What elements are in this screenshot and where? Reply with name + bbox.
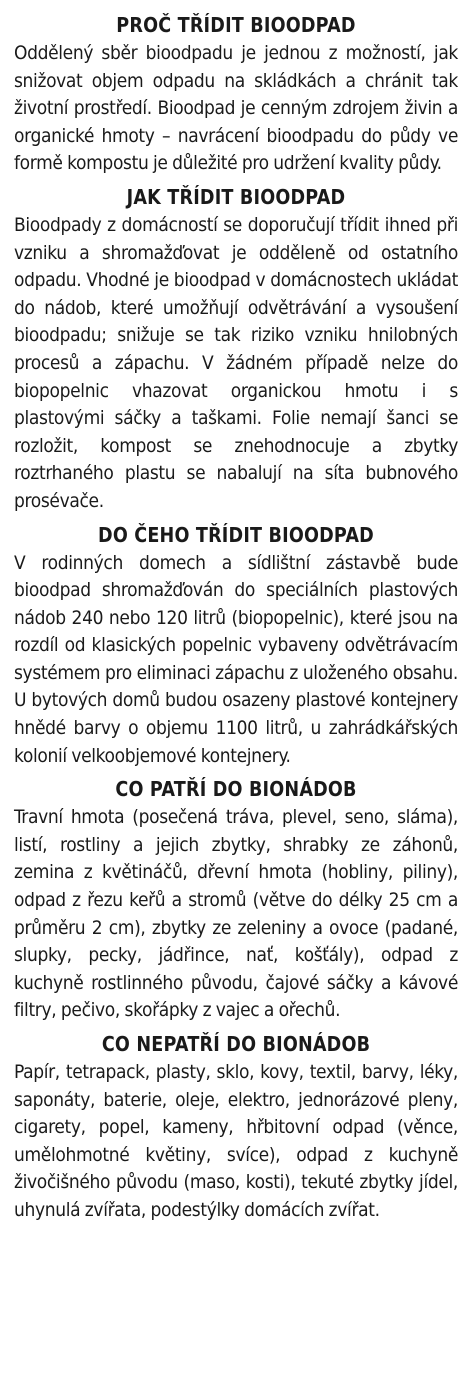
section-body: Oddělený sběr bioodpadu je jednou z možností, jak snižovat objem odpadu na skládkách a chránit tak životní prostředí. Bioodpad je cenným zdrojem živin a organické hmoty – navrácení bioodpadu do půdy ve formě kompostu je důležité pro udržení kvality půdy.	[14, 42, 458, 175]
section-heading: PROČ TŘÍDIT BIOODPAD	[116, 13, 356, 37]
section-body: V rodinných domech a sídlištní zástavbě bude bioodpad shromažďován do speciálních plastových nádob 240 nebo 120 litrů (biopopelnic), které jsou na rozdíl od klasických popelnic vybaveny odvětrávacím systémem pro eliminaci zápachu z uloženého obsahu. U bytových domů budou osazeny plastové kontejnery hnědé barvy o objemu 1100 litrů, u zahrádkářských kolonií velkoobjemové kontejnery.	[14, 551, 458, 767]
section-co-patri	[14, 774, 458, 1025]
section-body: Bioodpady z domácností se doporučují třídit ihned při vzniku a shromažďovat je odděleně od ostatního odpadu. Vhodné je bioodpad v domácnostech ukládat do nádob, které umožňují odvětrávání a vysoušení bioodpadu; snižuje se tak riziko vzniku hnilobných procesů a zápachu. V žádném případě nelze do biopopelnic vhazovat organickou hmotu i s plastovými sáčky a taškami. Folie nemají šanci se rozložit, kompost se znehodnocuje a zbytky roztrhaného plastu se nabalují na síta bubnového prosévače.	[14, 213, 458, 512]
section-co-nepatri	[14, 1029, 458, 1225]
section-heading: JAK TŘÍDIT BIOODPAD	[126, 184, 346, 209]
section-jak-tridit	[14, 182, 458, 516]
section-do-ceho-tridit	[14, 520, 458, 771]
section-heading: CO PATŘÍ DO BIONÁDOB	[115, 777, 357, 802]
section-body: Papír, tetrapack, plasty, sklo, kovy, textil, barvy, léky, saponáty, baterie, oleje, elektro, jednorázové pleny, cigarety, popel, kameny, hřbitovní odpad (věnce, umělohmotné květiny, svíce), odpad z kuchyně živočišného původu (maso, kosti), tekuté zbytky jídel, uhynulá zvířata, podestýlky domácích zvířat.	[14, 1061, 458, 1221]
section-heading: CO NEPATŘÍ DO BIONÁDOB	[101, 1032, 371, 1056]
section-body: Travní hmota (posečená tráva, plevel, seno, sláma), listí, rostliny a jejich zbytky, shrabky ze záhonů, zemina z květináčů, dřevní hmota (hobliny, piliny), odpad z řezu keřů a stromů (větve do délky 25 cm a průměru 2 cm), zbytky ze zeleniny a ovoce (padané, slupky, pecky, jádřince, nať, košťály), odpad z kuchyně rostlinného původu, čajové sáčky a kávové filtry, pečivo, skořápky z vajec a ořechů.	[14, 806, 458, 1022]
section-heading: DO ČEHO TŘÍDIT BIOODPAD	[98, 522, 374, 547]
section-proc-tridit	[14, 10, 458, 178]
